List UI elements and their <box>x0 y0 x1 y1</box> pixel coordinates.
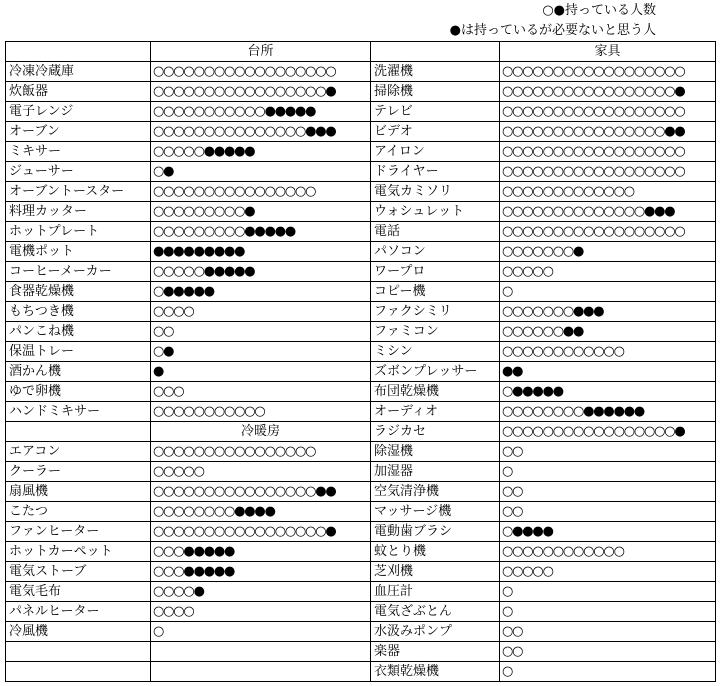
ownership-marks: ○●●●●● <box>502 384 563 399</box>
header-blank-right <box>371 42 500 62</box>
table-row <box>6 562 716 582</box>
right-item-marks <box>500 522 716 542</box>
right-item-marks <box>500 82 716 102</box>
legend-owned: ○●持っている人数 <box>542 3 656 18</box>
left-item-name <box>6 642 151 662</box>
left-item-name: コーヒーメーカー <box>6 262 151 282</box>
header-row <box>6 42 716 62</box>
right-item-name: 電動歯ブラシ <box>371 522 500 542</box>
right-item-name: ズボンプレッサー <box>371 362 500 382</box>
ownership-marks: ○○○●●●●● <box>153 564 235 579</box>
left-item-marks <box>151 562 371 582</box>
left-item-name: もちつき機 <box>6 302 151 322</box>
right-item-marks <box>500 162 716 182</box>
ownership-marks: ○○○○○○○○○○○○○○○○○● <box>153 84 336 99</box>
ownership-marks: ●●●●●●●●● <box>153 244 245 259</box>
left-item-marks <box>151 502 371 522</box>
right-item-marks <box>500 602 716 622</box>
left-item-marks <box>151 142 371 162</box>
left-item-name: 食器乾燥機 <box>6 282 151 302</box>
right-item-name: 衣類乾燥機 <box>371 662 500 682</box>
left-item-name: パンこね機 <box>6 322 151 342</box>
right-item-marks <box>500 442 716 462</box>
right-item-name: 空気清浄機 <box>371 482 500 502</box>
ownership-marks: ○○○○○○○○○●●●●● <box>153 224 296 239</box>
right-item-name: マッサージ機 <box>371 502 500 522</box>
right-item-name: ファミコン <box>371 322 500 342</box>
ownership-marks: ○○ <box>502 624 523 639</box>
right-item-marks <box>500 462 716 482</box>
table-row <box>6 282 716 302</box>
left-item-name: 酒かん機 <box>6 362 151 382</box>
ownership-marks: ● <box>153 364 164 379</box>
ownership-marks: ○○○○○ <box>502 264 553 279</box>
left-item-name: ホットカーペット <box>6 542 151 562</box>
ownership-marks: ●● <box>502 364 523 379</box>
left-item-marks <box>151 622 371 642</box>
ownership-marks: ○○○○○○○○○○○○○○○○ <box>153 184 316 199</box>
right-item-name: ミシン <box>371 342 500 362</box>
ownership-marks: ○○○○○○○○○○○ <box>153 404 265 419</box>
right-item-marks <box>500 62 716 82</box>
ownership-marks: ○○○○○○○○○○○○○○○○○● <box>502 424 685 439</box>
ownership-marks: ○○○○ <box>153 304 194 319</box>
left-item-marks <box>151 162 371 182</box>
right-item-marks <box>500 562 716 582</box>
right-item-marks <box>500 542 716 562</box>
right-item-name: 電話 <box>371 222 500 242</box>
left-item-name: 電子レンジ <box>6 102 151 122</box>
ownership-marks: ○ <box>502 584 513 599</box>
ownership-marks: ○○○○○○○○○● <box>153 204 255 219</box>
left-item-marks <box>151 82 371 102</box>
left-item-marks <box>151 342 371 362</box>
ownership-marks: ○○ <box>502 504 523 519</box>
ownership-marks: ○○○○○○○○○○○○○○○○○● <box>153 524 336 539</box>
table-row <box>6 142 716 162</box>
left-item-marks <box>151 322 371 342</box>
ownership-marks: ○○○ <box>153 384 184 399</box>
header-heating-cooling: 冷暖房 <box>151 422 371 442</box>
right-item-marks <box>500 662 716 682</box>
ownership-marks: ○○○○○○○● <box>502 244 584 259</box>
right-item-marks <box>500 482 716 502</box>
right-item-marks <box>500 282 716 302</box>
left-item-name: ジューサー <box>6 162 151 182</box>
right-item-marks <box>500 102 716 122</box>
right-item-name: 血圧計 <box>371 582 500 602</box>
left-item-marks <box>151 362 371 382</box>
right-item-name: 布団乾燥機 <box>371 382 500 402</box>
ownership-marks: ○○○○○○○○●●●●●● <box>502 404 645 419</box>
right-item-name: 洗濯機 <box>371 62 500 82</box>
left-item-name: エアコン <box>6 442 151 462</box>
table-row <box>6 222 716 242</box>
ownership-marks: ○○○○○○○○○○○○ <box>502 544 624 559</box>
left-item-name: クーラー <box>6 462 151 482</box>
right-item-name: ラジカセ <box>371 422 500 442</box>
table-row <box>6 402 716 422</box>
left-item-name: 料理カッター <box>6 202 151 222</box>
right-item-marks <box>500 342 716 362</box>
right-item-name: 楽器 <box>371 642 500 662</box>
table-row <box>6 242 716 262</box>
left-item-name <box>6 662 151 682</box>
left-item-marks <box>151 382 371 402</box>
right-item-marks <box>500 242 716 262</box>
ownership-marks: ○ <box>153 624 164 639</box>
table-row <box>6 582 716 602</box>
right-item-marks <box>500 382 716 402</box>
ownership-marks: ○○○○ <box>153 604 194 619</box>
table-row <box>6 302 716 322</box>
ownership-marks: ○○○○○○○○○○○○ <box>502 344 624 359</box>
appliance-table <box>5 41 716 682</box>
left-item-name <box>6 422 151 442</box>
right-item-marks <box>500 402 716 422</box>
left-item-name: 電気ストーブ <box>6 562 151 582</box>
table-row <box>6 82 716 102</box>
ownership-marks: ○○○○○○○○○○○○○○○○○○ <box>502 104 685 119</box>
left-item-name: ファンヒーター <box>6 522 151 542</box>
ownership-marks: ○○○●●●●● <box>153 544 235 559</box>
table-row <box>6 602 716 622</box>
ownership-marks: ○○○○○○○○○○○○○○○○○○ <box>502 144 685 159</box>
ownership-marks: ○○○○○○○○○○○●●●●● <box>153 104 316 119</box>
ownership-marks: ○○○○○○○●●● <box>502 304 604 319</box>
ownership-marks: ○○○○○●●●●● <box>153 264 255 279</box>
right-item-marks <box>500 502 716 522</box>
table-row <box>6 62 716 82</box>
left-item-name: ホットプレート <box>6 222 151 242</box>
ownership-marks: ○○ <box>502 484 523 499</box>
left-item-marks <box>151 302 371 322</box>
table-row <box>6 362 716 382</box>
table-row <box>6 122 716 142</box>
left-item-name: ハンドミキサー <box>6 402 151 422</box>
right-item-name: コピー機 <box>371 282 500 302</box>
ownership-marks: ○○○○○○○○○○○○○○●●● <box>502 204 675 219</box>
table-row <box>6 622 716 642</box>
right-item-marks <box>500 302 716 322</box>
right-item-marks <box>500 122 716 142</box>
left-item-name: 電気毛布 <box>6 582 151 602</box>
right-item-marks <box>500 262 716 282</box>
table-row <box>6 382 716 402</box>
left-item-marks <box>151 522 371 542</box>
right-item-name: オーディオ <box>371 402 500 422</box>
right-item-name: ビデオ <box>371 122 500 142</box>
right-item-marks <box>500 582 716 602</box>
left-item-marks <box>151 242 371 262</box>
left-item-marks <box>151 122 371 142</box>
left-item-marks <box>151 262 371 282</box>
table-row <box>6 202 716 222</box>
left-item-name: パネルヒーター <box>6 602 151 622</box>
ownership-marks: ○○○○○○○○○○○○○○○○○○ <box>502 224 685 239</box>
right-item-name: パソコン <box>371 242 500 262</box>
left-item-marks <box>151 102 371 122</box>
table-row <box>6 662 716 682</box>
right-item-name: 芝刈機 <box>371 562 500 582</box>
right-item-marks <box>500 202 716 222</box>
legend-unneeded: ●は持っているが必要ないと思う人 <box>449 23 656 38</box>
right-item-name: 加湿器 <box>371 462 500 482</box>
table-row <box>6 342 716 362</box>
ownership-marks: ○○○○○○○○○○○○○○○○○● <box>502 84 685 99</box>
right-item-name: ウォシュレット <box>371 202 500 222</box>
left-item-marks <box>151 442 371 462</box>
ownership-marks: ○○○○○○○○○○○○○○○○○○ <box>502 164 685 179</box>
left-item-name: 保温トレー <box>6 342 151 362</box>
table-row <box>6 182 716 202</box>
left-item-marks <box>151 62 371 82</box>
ownership-marks: ○○○○○○○○○○○○○○○○○○ <box>502 64 685 79</box>
ownership-marks: ○ <box>502 464 513 479</box>
right-item-name: ファクシミリ <box>371 302 500 322</box>
ownership-marks: ○○○○○○○○○○○○○○○○●● <box>502 124 685 139</box>
ownership-marks: ○ <box>502 284 513 299</box>
ownership-marks: ○○○○○○○○●●●● <box>153 504 275 519</box>
ownership-marks: ○ <box>502 664 513 679</box>
left-item-marks <box>151 222 371 242</box>
ownership-marks: ○○○○● <box>153 584 204 599</box>
left-item-marks <box>151 642 371 662</box>
left-item-name: 炊飯器 <box>6 82 151 102</box>
table-row <box>6 642 716 662</box>
table-row <box>6 482 716 502</box>
right-item-marks <box>500 142 716 162</box>
right-item-name: 電気ざぶとん <box>371 602 500 622</box>
left-item-marks <box>151 402 371 422</box>
left-item-marks <box>151 202 371 222</box>
left-item-name: 冷風機 <box>6 622 151 642</box>
left-item-name: ミキサー <box>6 142 151 162</box>
left-item-name: 扇風機 <box>6 482 151 502</box>
table-row <box>6 442 716 462</box>
right-item-marks <box>500 182 716 202</box>
right-item-name: ワープロ <box>371 262 500 282</box>
ownership-marks: ○○○○○○○○○○○○○○○●●● <box>153 124 336 139</box>
ownership-marks: ○○○○○○○○○○○○○ <box>502 184 634 199</box>
left-item-name: 電機ポット <box>6 242 151 262</box>
ownership-marks: ○●●●● <box>502 524 553 539</box>
header-kitchen: 台所 <box>151 42 371 62</box>
right-item-name: 掃除機 <box>371 82 500 102</box>
left-item-marks <box>151 462 371 482</box>
ownership-marks: ○○○○○○●● <box>502 324 584 339</box>
table-row <box>6 522 716 542</box>
ownership-marks: ○● <box>153 164 174 179</box>
left-item-name: オーブン <box>6 122 151 142</box>
ownership-marks: ○○○○○○○○○○○○○○○○●● <box>153 484 336 499</box>
table-row <box>6 102 716 122</box>
table-row <box>6 542 716 562</box>
right-item-name: テレビ <box>371 102 500 122</box>
left-item-marks <box>151 182 371 202</box>
right-item-marks <box>500 362 716 382</box>
table-row <box>6 262 716 282</box>
ownership-marks: ○○ <box>502 644 523 659</box>
ownership-marks: ○○○○○●●●●● <box>153 144 255 159</box>
header-furniture: 家具 <box>500 42 716 62</box>
ownership-marks: ○○○○○○○○○○○○○○○○ <box>153 444 316 459</box>
right-item-marks <box>500 222 716 242</box>
right-item-marks <box>500 322 716 342</box>
left-item-name: こたつ <box>6 502 151 522</box>
left-item-name: オーブントースター <box>6 182 151 202</box>
ownership-marks: ○○○○○○○○○○○○○○○○○○ <box>153 64 336 79</box>
table-row <box>6 162 716 182</box>
right-item-name: 除湿機 <box>371 442 500 462</box>
left-item-name: 冷凍冷蔵庫 <box>6 62 151 82</box>
left-item-marks <box>151 282 371 302</box>
ownership-marks: ○ <box>502 604 513 619</box>
ownership-marks: ○○ <box>153 324 174 339</box>
table-row <box>6 322 716 342</box>
left-item-marks <box>151 482 371 502</box>
right-item-marks <box>500 422 716 442</box>
ownership-marks: ○○○○○ <box>502 564 553 579</box>
ownership-marks: ○○ <box>502 444 523 459</box>
table-row <box>6 462 716 482</box>
right-item-name: アイロン <box>371 142 500 162</box>
right-item-marks <box>500 622 716 642</box>
right-item-name: 電気カミソリ <box>371 182 500 202</box>
header-blank-left <box>6 42 151 62</box>
ownership-marks: ○● <box>153 344 174 359</box>
left-item-marks <box>151 542 371 562</box>
ownership-marks: ○○○○○ <box>153 464 204 479</box>
ownership-marks: ○●●●●● <box>153 284 214 299</box>
right-item-marks <box>500 642 716 662</box>
left-item-marks <box>151 602 371 622</box>
right-item-name: ドライヤー <box>371 162 500 182</box>
right-item-name: 水汲みポンプ <box>371 622 500 642</box>
left-item-name: ゆで卵機 <box>6 382 151 402</box>
table-row <box>6 502 716 522</box>
table-row <box>6 422 716 442</box>
left-item-marks <box>151 662 371 682</box>
left-item-marks <box>151 582 371 602</box>
right-item-name: 蚊とり機 <box>371 542 500 562</box>
